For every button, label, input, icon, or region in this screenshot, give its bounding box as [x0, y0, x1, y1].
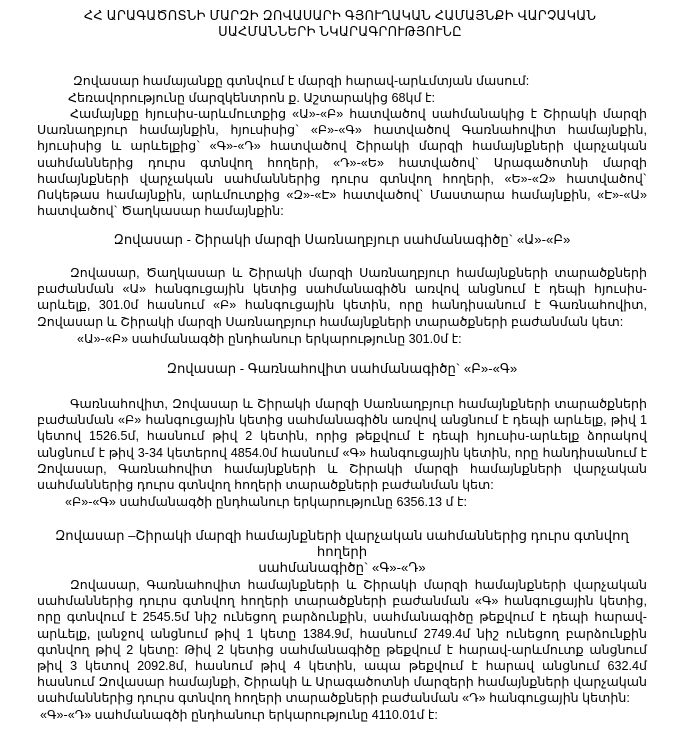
section-3-length: «Գ»-«Դ» սահմանագծի ընդհանուր երկարությունը 4110.01մ է:: [40, 708, 438, 722]
section-3-paragraph: [37, 577, 647, 707]
section-1-text: Զովասար, Ծաղկասար և Շիրակի մարզի Սառնաղբյուր համայնքների տարածքների բաժանման «Ա» հանգուցային կետից սահմանագիծն առվով անցնում է դեպի հյուսիս-արևելք, 301.0մ հասնում «Բ» հանգուցային կետին, որը հանդիսանում է Գառնահովիտ, Զովասար և Շիրակի մարզի Սառնաղբյուր համայնքների տարածքների բաժանման կետ:: [37, 266, 647, 329]
section-1-length: «Ա»-«Բ» սահմանագծի ընդհանուր երկարությունը 301.0մ է:: [77, 332, 462, 346]
intro-boundaries-paragraph: [37, 106, 647, 219]
intro-distance: Հեռավորությունը մարզկենտրոն ք. Աշտարակից 68կմ է:: [68, 91, 435, 105]
section-3-heading-line-2: սահմանագիծը` «Գ»-«Դ»: [258, 560, 426, 575]
document-title: [60, 8, 620, 40]
section-2-text: Գառնահովիտ, Զովասար և Շիրակի մարզի Սառնաղբյուր համայնքների տարածքների բաժանման «Բ» հանգուցային կետից սահմանագիծն առվով անցնում է դեպի արևելք, թիվ 1 կետով 1526.5մ, հասնում թիվ 2 կետին, որից թեքվում է դեպի հյուսիս-արևելք ձորակով անցնում է թիվ 3-34 կետերով 4854.0մ հասնում «Գ» հանգուցային կետին, որը հանդիսանում է Զովասար, Գառնահովիտ համայնքների և Շիրակի մարզի համայնքների վարչական սահմաններից դուրս գտնվող հողերի տարածքների բաժանման կետ:: [37, 397, 647, 493]
intro-boundaries-text: Համայնքը հյուսիս-արևմուտքից «Ա»-«Բ» հատվածով սահմանակից է Շիրակի մարզի Սառնաղբյուր համայնքին, հյուսիսից` «Բ»-«Գ» հատվածով Գառնահովիտ համայնքին, հյուսիսից և արևելքից` «Գ»-«Դ» հատվածով Շիրակի մարզի համայնքների վարչական սահմաններից դուրս գտնվող հողերի, «Դ»-«Ե» հատվածով` Արագածոտնի մարզի համայնքների վարչական սահմաններից դուրս գտնվող հողերի, «Ե»-«Զ» հատվածով` Ոսկեթաս համայնքին, արևմուտքից «Զ»-«Է» հատվածով` Մաստարա համայնքին, «Է»-«Ա» հատվածով` Ծաղկասար համայնքին:: [37, 107, 647, 219]
section-3-heading-line-1: Զովասար –Շիրակի մարզի համայնքների վարչական սահմաններից դուրս գտնվող հողերի: [55, 528, 629, 559]
title-line-1: ՀՀ ԱՐԱԳԱԾՈՏՆԻ ՄԱՐԶԻ ԶՈՎԱՍԱՐԻ ԳՅՈՒՂԱԿԱՆ ՀԱՄԱՅՆՔԻ ՎԱՐՉԱԿԱՆ: [83, 8, 597, 23]
section-3-heading: [37, 528, 647, 576]
intro-location: Զովասար համայանքը գտնվում է մարզի հարավ-արևմտյան մասում:: [73, 74, 530, 88]
section-2-length: «Բ»-«Գ» սահմանագծի ընդհանուր երկարությունը 6356.13 մ է:: [65, 495, 467, 509]
title-line-2: ՍԱՀՄԱՆՆԵՐԻ ՆԿԱՐԱԳՐՈՒԹՅՈՒՆԸ: [218, 24, 462, 39]
section-2-heading: Զովասար - Գառնահովիտ սահմանագիծը` «Բ»-«Գ»: [166, 361, 518, 376]
section-1-paragraph: [37, 265, 647, 330]
section-3-text: Զովասար, Գառնահովիտ համայնքների և Շիրակի մարզի համայնքների վարչական սահմաններից դուրս գտնվող հողերի տարածքների բաժանման «Գ» հանգուցային կետից, որը գտնվում է 2545.5մ նիշ ունեցող բարձունքին, սահմանագիծը թեքվում է դեպի հարավ-արևելք, լանջով անցնում թիվ 1 կետը 1384.9մ, հասնում 2749.4մ նիշ ունեցող բարձունքին գտնվող թիվ 2 կետը: Թիվ 2 կետից սահմանագիծը թեքվում է հարավ-արևմուտք անցնում թիվ 3 կետով 2092.8մ, հասնում թիվ 4 կետին, ապա թեքվում է հարավ անցնում 632.4մ հասնում Զովասար համայնքի, Շիրակի և Արագածոտնի մարզերի համայնքների վարչական սահմաններից դուրս գտնվող հողերի տարածքների բաժանման «Դ» հանգուցային կետին:: [37, 578, 647, 706]
section-2-paragraph: [37, 396, 647, 493]
section-1-heading: Զովասար - Շիրակի մարզի Սառնաղբյուր սահմանագիծը` «Ա»-«Բ»: [113, 232, 571, 247]
